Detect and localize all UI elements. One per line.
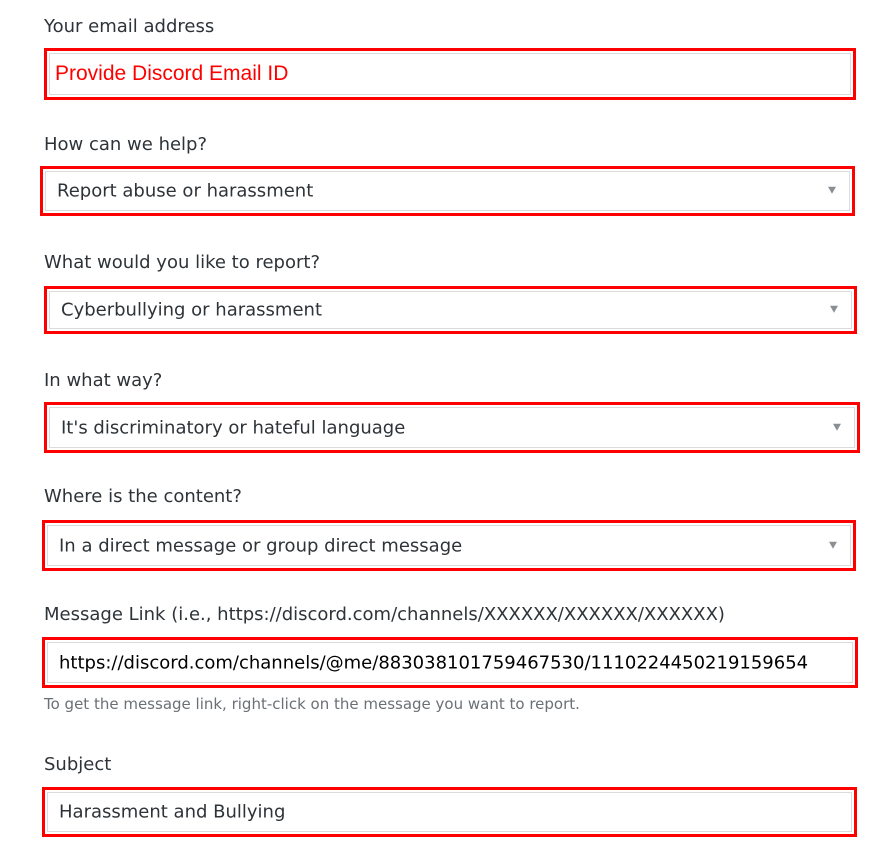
help-label: How can we help? bbox=[44, 134, 208, 155]
email-field-value: Provide Discord Email ID bbox=[55, 62, 289, 85]
message-link-input[interactable] bbox=[42, 637, 858, 688]
subject-label: Subject bbox=[44, 754, 112, 775]
message-link-label: Message Link (i.e., https://discord.com/channels/XXXXXX/XXXXXX/XXXXXX) bbox=[44, 604, 725, 625]
way-select[interactable] bbox=[44, 402, 860, 453]
report-type-select[interactable] bbox=[44, 286, 857, 334]
subject-input-value: Harassment and Bullying bbox=[59, 801, 286, 823]
email-label: Your email address bbox=[44, 16, 215, 37]
subject-input[interactable] bbox=[42, 787, 857, 837]
report-type-select-value: Cyberbullying or harassment bbox=[61, 299, 322, 321]
message-link-input-value: https://discord.com/channels/@me/883038101759467530/1110224450219159654 bbox=[59, 652, 809, 673]
location-select[interactable] bbox=[42, 520, 856, 571]
help-select[interactable] bbox=[40, 166, 855, 216]
chevron-down-icon bbox=[833, 423, 841, 430]
chevron-down-icon bbox=[828, 187, 836, 194]
way-select-value: It's discriminatory or hateful language bbox=[61, 417, 406, 438]
report-type-label: What would you like to report? bbox=[44, 252, 321, 273]
chevron-down-icon bbox=[830, 306, 838, 313]
message-link-hint: To get the message link, right-click on the message you want to report. bbox=[44, 695, 580, 713]
location-select-value: In a direct message or group direct message bbox=[59, 535, 463, 556]
email-field[interactable] bbox=[44, 48, 856, 100]
chevron-down-icon bbox=[829, 541, 837, 548]
way-label: In what way? bbox=[44, 370, 163, 391]
help-select-value: Report abuse or harassment bbox=[57, 180, 314, 202]
location-label: Where is the content? bbox=[44, 486, 242, 507]
